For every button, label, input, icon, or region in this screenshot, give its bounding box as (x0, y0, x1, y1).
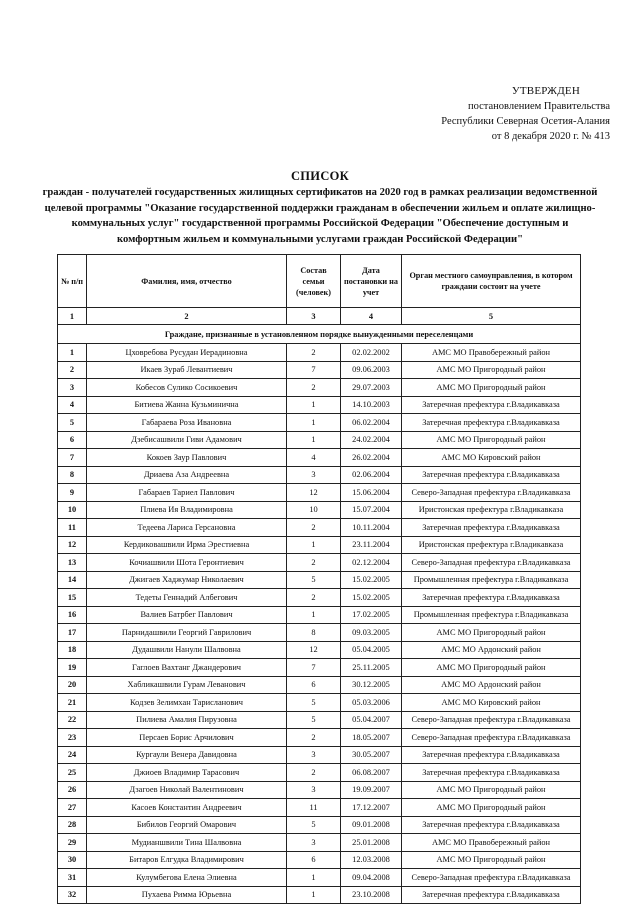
table-row (58, 624, 581, 642)
row-number: 25 (58, 764, 87, 782)
row-date: 09.01.2008 (341, 816, 402, 834)
row-number: 6 (58, 431, 87, 449)
row-org: Северо-Западная префектура г.Владикавказа (402, 554, 581, 572)
row-family: 5 (287, 694, 341, 712)
row-org: АМС МО Пригородный район (402, 431, 581, 449)
row-date: 15.06.2004 (341, 484, 402, 502)
row-number: 3 (58, 379, 87, 397)
row-name: Дзебисашвили Гиви Адамович (87, 431, 287, 449)
row-family: 5 (287, 816, 341, 834)
row-number: 10 (58, 501, 87, 519)
row-family: 2 (287, 729, 341, 747)
row-number: 31 (58, 869, 87, 887)
row-date: 30.12.2005 (341, 676, 402, 694)
row-family: 7 (287, 361, 341, 379)
row-org: АМС МО Правобережный район (402, 834, 581, 852)
row-family: 1 (287, 869, 341, 887)
row-name: Кулумбегова Елена Элиевна (87, 869, 287, 887)
table-row (58, 729, 581, 747)
row-number: 21 (58, 694, 87, 712)
row-number: 1 (58, 344, 87, 362)
row-family: 5 (287, 571, 341, 589)
table-row (58, 361, 581, 379)
row-name: Персаев Борис Арчилович (87, 729, 287, 747)
row-name: Пилиева Амалия Пирузовна (87, 711, 287, 729)
row-name: Кочиашвили Шота Геронтиевич (87, 554, 287, 572)
col-number: 2 (87, 308, 287, 325)
row-family: 12 (287, 641, 341, 659)
row-number: 2 (58, 361, 87, 379)
row-org: Затеречная префектура г.Владикавказа (402, 746, 581, 764)
row-name: Валиев Батрбег Павлович (87, 606, 287, 624)
row-number: 12 (58, 536, 87, 554)
row-org: АМС МО Ардонский район (402, 641, 581, 659)
row-org: Северо-Западная префектура г.Владикавказа (402, 729, 581, 747)
table-header-row (58, 255, 581, 308)
row-name: Тедеева Лариса Герсановна (87, 519, 287, 537)
row-family: 3 (287, 834, 341, 852)
row-name: Гаглоев Вахтанг Джандерович (87, 659, 287, 677)
row-date: 09.04.2008 (341, 869, 402, 887)
table-row (58, 379, 581, 397)
row-org: Затеречная префектура г.Владикавказа (402, 589, 581, 607)
section-row (58, 325, 581, 344)
header-org: Орган местного самоуправления, в котором граждани состоит на учете (402, 255, 581, 308)
row-date: 09.03.2005 (341, 624, 402, 642)
row-date: 09.06.2003 (341, 361, 402, 379)
table-row (58, 834, 581, 852)
table-row (58, 816, 581, 834)
row-family: 6 (287, 851, 341, 869)
table-row (58, 781, 581, 799)
row-number: 7 (58, 449, 87, 467)
row-org: АМС МО Пригородный район (402, 799, 581, 817)
row-date: 05.03.2006 (341, 694, 402, 712)
row-org: Иристонская префектура г.Владикавказа (402, 501, 581, 519)
row-family: 2 (287, 519, 341, 537)
row-name: Дудашвили Нанули Шалвовна (87, 641, 287, 659)
row-date: 26.02.2004 (341, 449, 402, 467)
row-date: 17.02.2005 (341, 606, 402, 624)
row-family: 4 (287, 449, 341, 467)
row-family: 8 (287, 624, 341, 642)
row-family: 2 (287, 589, 341, 607)
row-name: Касоев Константин Андреевич (87, 799, 287, 817)
row-name: Парнидашвили Георгий Гаврилович (87, 624, 287, 642)
row-date: 25.11.2005 (341, 659, 402, 677)
row-number: 5 (58, 414, 87, 432)
table-row (58, 536, 581, 554)
col-number: 1 (58, 308, 87, 325)
row-number: 15 (58, 589, 87, 607)
row-number: 27 (58, 799, 87, 817)
row-number: 18 (58, 641, 87, 659)
row-date: 02.12.2004 (341, 554, 402, 572)
row-number: 22 (58, 711, 87, 729)
row-name: Мудианшвили Тина Шалвовна (87, 834, 287, 852)
row-name: Цховребова Русудан Иерадиновна (87, 344, 287, 362)
header-family: Состав семьи (человек) (287, 255, 341, 308)
table-row (58, 764, 581, 782)
row-family: 10 (287, 501, 341, 519)
row-number: 29 (58, 834, 87, 852)
table-row (58, 484, 581, 502)
row-number: 9 (58, 484, 87, 502)
row-date: 23.11.2004 (341, 536, 402, 554)
row-name: Джиоев Владимир Тарасович (87, 764, 287, 782)
approval-line-2: Республики Северная Осетия-Алания (441, 116, 610, 127)
table-row (58, 659, 581, 677)
row-org: Затеречная префектура г.Владикавказа (402, 466, 581, 484)
row-org: АМС МО Пригородный район (402, 781, 581, 799)
row-number: 14 (58, 571, 87, 589)
row-name: Габараев Тариел Павлович (87, 484, 287, 502)
row-number: 20 (58, 676, 87, 694)
row-name: Кобесов Сулико Сосикоевич (87, 379, 287, 397)
table-row (58, 746, 581, 764)
table-row (58, 396, 581, 414)
list-title: СПИСОК (290, 169, 350, 183)
row-date: 05.04.2007 (341, 711, 402, 729)
row-date: 23.10.2008 (341, 886, 402, 904)
row-family: 1 (287, 536, 341, 554)
row-name: Бибилов Георгий Омарович (87, 816, 287, 834)
row-family: 5 (287, 711, 341, 729)
row-name: Кургаули Венера Давидовна (87, 746, 287, 764)
table-row (58, 694, 581, 712)
list-subtitle: граждан - получателей государственных жилищных сертификатов на 2020 год в рамках реализации ведомственной целевой программы "Оказание государственной поддержки гражданам в обеспечении жильем и оплате жилищно-коммунальных услуг" государственной программы Российской Федерации "Обеспечение доступным и комфортным жильем и коммунальными услугами граждан Российской Федерации" (42, 187, 598, 245)
row-number: 23 (58, 729, 87, 747)
row-org: АМС МО Кировский район (402, 449, 581, 467)
row-number: 13 (58, 554, 87, 572)
row-name: Тедеты Геннадий Албегович (87, 589, 287, 607)
row-org: Иристонская префектура г.Владикавказа (402, 536, 581, 554)
row-number: 16 (58, 606, 87, 624)
col-number: 3 (287, 308, 341, 325)
row-org: Затеречная префектура г.Владикавказа (402, 886, 581, 904)
table-row (58, 344, 581, 362)
approval-block (390, 84, 610, 144)
row-org: АМС МО Правобережный район (402, 344, 581, 362)
table-row (58, 466, 581, 484)
header-num: № п/п (58, 255, 87, 308)
row-org: АМС МО Пригородный район (402, 379, 581, 397)
row-name: Кокоев Заур Павлович (87, 449, 287, 467)
row-org: АМС МО Пригородный район (402, 361, 581, 379)
row-date: 06.08.2007 (341, 764, 402, 782)
row-date: 02.02.2002 (341, 344, 402, 362)
row-name: Пухаева Римма Юрьевна (87, 886, 287, 904)
row-org: Северо-Западная префектура г.Владикавказа (402, 484, 581, 502)
row-date: 29.07.2003 (341, 379, 402, 397)
row-date: 19.09.2007 (341, 781, 402, 799)
approval-heading: УТВЕРЖДЕН (511, 85, 580, 97)
row-family: 3 (287, 466, 341, 484)
row-family: 1 (287, 606, 341, 624)
table-row (58, 571, 581, 589)
section-title: Граждане, признанные в установленном порядке вынужденными переселенцами (58, 325, 581, 344)
row-family: 6 (287, 676, 341, 694)
row-family: 1 (287, 396, 341, 414)
col-number: 4 (341, 308, 402, 325)
row-date: 25.01.2008 (341, 834, 402, 852)
row-family: 12 (287, 484, 341, 502)
row-name: Битаров Елгудка Владимирович (87, 851, 287, 869)
row-family: 1 (287, 886, 341, 904)
table-row (58, 554, 581, 572)
header-date: Дата постановки на учет (341, 255, 402, 308)
row-org: Северо-Западная префектура г.Владикавказа (402, 869, 581, 887)
row-name: Джигаев Хаджумар Николаевич (87, 571, 287, 589)
row-org: Промышленная префектура г.Владикавказа (402, 606, 581, 624)
row-date: 17.12.2007 (341, 799, 402, 817)
row-org: Северо-Западная префектура г.Владикавказа (402, 711, 581, 729)
recipients-table (57, 254, 581, 904)
row-date: 15.02.2005 (341, 589, 402, 607)
row-number: 4 (58, 396, 87, 414)
row-org: АМС МО Пригородный район (402, 851, 581, 869)
row-name: Габараева Роза Ивановна (87, 414, 287, 432)
row-date: 02.06.2004 (341, 466, 402, 484)
row-family: 7 (287, 659, 341, 677)
row-name: Хабликашвили Гурам Леванович (87, 676, 287, 694)
row-name: Кердиковашвили Ирма Эрестиевна (87, 536, 287, 554)
row-org: АМС МО Пригородный район (402, 624, 581, 642)
row-date: 30.05.2007 (341, 746, 402, 764)
row-org: Затеречная префектура г.Владикавказа (402, 519, 581, 537)
table-row (58, 589, 581, 607)
row-family: 2 (287, 554, 341, 572)
row-number: 19 (58, 659, 87, 677)
row-name: Дзагоев Николай Валентинович (87, 781, 287, 799)
row-org: АМС МО Пригородный район (402, 659, 581, 677)
row-number: 28 (58, 816, 87, 834)
table-row (58, 641, 581, 659)
row-number: 17 (58, 624, 87, 642)
row-date: 15.07.2004 (341, 501, 402, 519)
row-name: Битиева Жанна Кузьминична (87, 396, 287, 414)
table-row (58, 851, 581, 869)
row-family: 1 (287, 431, 341, 449)
row-number: 11 (58, 519, 87, 537)
table-row (58, 676, 581, 694)
row-date: 14.10.2003 (341, 396, 402, 414)
table-row (58, 711, 581, 729)
row-number: 26 (58, 781, 87, 799)
row-org: Затеречная префектура г.Владикавказа (402, 414, 581, 432)
row-family: 2 (287, 764, 341, 782)
row-org: АМС МО Кировский район (402, 694, 581, 712)
row-name: Дриаева Аза Андреевна (87, 466, 287, 484)
row-org: Затеречная префектура г.Владикавказа (402, 396, 581, 414)
row-number: 24 (58, 746, 87, 764)
row-family: 11 (287, 799, 341, 817)
row-date: 18.05.2007 (341, 729, 402, 747)
row-date: 12.03.2008 (341, 851, 402, 869)
row-date: 06.02.2004 (341, 414, 402, 432)
row-number: 32 (58, 886, 87, 904)
row-org: АМС МО Ардонский район (402, 676, 581, 694)
table-row (58, 449, 581, 467)
table-row (58, 519, 581, 537)
column-number-row (58, 308, 581, 325)
row-family: 1 (287, 414, 341, 432)
row-date: 24.02.2004 (341, 431, 402, 449)
row-name: Икаев Зураб Левантиевич (87, 361, 287, 379)
row-name: Плиева Ия Владимировна (87, 501, 287, 519)
table-row (58, 431, 581, 449)
row-date: 05.04.2005 (341, 641, 402, 659)
row-date: 10.11.2004 (341, 519, 402, 537)
table-row (58, 606, 581, 624)
table-row (58, 501, 581, 519)
row-date: 15.02.2005 (341, 571, 402, 589)
col-number: 5 (402, 308, 581, 325)
row-number: 8 (58, 466, 87, 484)
header-name: Фамилия, имя, отчество (87, 255, 287, 308)
row-org: Затеречная префектура г.Владикавказа (402, 816, 581, 834)
row-family: 2 (287, 344, 341, 362)
row-family: 3 (287, 746, 341, 764)
approval-line-1: постановлением Правительства (467, 101, 610, 112)
approval-line-3: от 8 декабря 2020 г. № 413 (491, 131, 610, 142)
table-row (58, 886, 581, 904)
table-row (58, 799, 581, 817)
table-row (58, 869, 581, 887)
row-name: Кодзев Зелимхан Тарисланович (87, 694, 287, 712)
table-row (58, 414, 581, 432)
document-title (40, 168, 600, 247)
row-number: 30 (58, 851, 87, 869)
row-family: 2 (287, 379, 341, 397)
row-family: 3 (287, 781, 341, 799)
row-org: Затеречная префектура г.Владикавказа (402, 764, 581, 782)
row-org: Промышленная префектура г.Владикавказа (402, 571, 581, 589)
